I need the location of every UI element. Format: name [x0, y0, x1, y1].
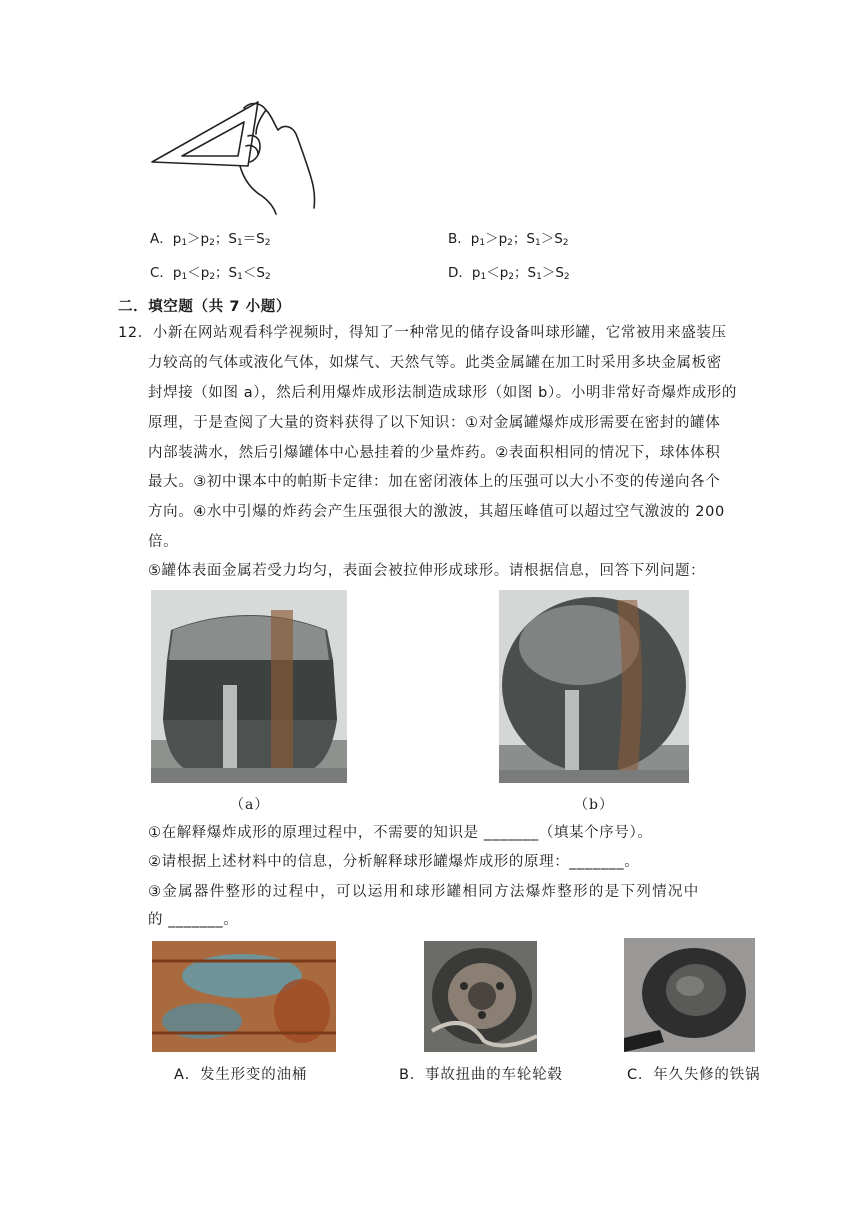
sub-question-1: ①在解释爆炸成形的原理过程中，不需要的知识是 _______（填某个序号）。 [148, 825, 653, 841]
option-d: D．$p_1<p_2$；$S_1>S_2$ [448, 265, 570, 282]
figure-b-caption: （b） [574, 797, 614, 813]
section-title: 二．填空题（共 7 小题） [118, 299, 291, 315]
question-line: 最大。③初中课本中的帕斯卡定律：加在密闭液体上的压强可以大小不变的传递向各个 [148, 474, 721, 490]
question-line: 内部装满水，然后引爆罐体中心悬挂着的少量炸药。②表面积相同的情况下，球体体积 [148, 445, 721, 461]
sub-question-2: ②请根据上述材料中的信息，分析解释球形罐爆炸成形的原理：_______。 [148, 854, 640, 870]
choice-c-label: C．年久失修的铁锅 [627, 1067, 761, 1083]
question-line: 原理，于是查阅了大量的资料获得了以下知识：①对金属罐爆炸成形需要在密封的罐体 [148, 415, 721, 431]
question-line: 倍。 [148, 534, 179, 550]
choice-b-label: B．事故扭曲的车轮轮毂 [399, 1067, 563, 1083]
triangle-ruler-illustration [148, 96, 323, 218]
dented-iron-wok-photo [624, 938, 755, 1052]
question-line: ⑤罐体表面金属若受力均匀，表面会被拉伸形成球形。请根据信息，回答下列问题： [148, 563, 706, 579]
figure-a-caption: （a） [230, 797, 270, 813]
option-a: A．$p_1>p_2$；$S_1=S_2$ [150, 231, 271, 248]
sub-question-3: ③金属器件整形的过程中，可以运用和球形罐相同方法爆炸整形的是下列情况中 [148, 884, 700, 900]
question-line: 封焊接（如图 a），然后利用爆炸成形法制造成球形（如图 b）。小明非常好奇爆炸成形的 [148, 385, 738, 401]
twisted-wheel-hub-photo [424, 941, 537, 1052]
question-line: 力较高的气体或液化气体，如煤气、天然气等。此类金属罐在加工时采用多块金属板密 [148, 355, 722, 371]
sub-question-3-cont: 的 _______。 [148, 912, 239, 928]
welded-tank-photo [151, 590, 347, 783]
spherical-tank-photo [499, 590, 689, 783]
rusty-barrel-photo [152, 941, 336, 1052]
question-line: 方向。④水中引爆的炸药会产生压强很大的激波，其超压峰值可以超过空气激波的 200 [148, 504, 725, 520]
hand-triangle-icon [148, 96, 323, 218]
option-c: C．$p_1<p_2$；$S_1<S_2$ [150, 265, 271, 282]
choice-a-label: A．发生形变的油桶 [174, 1067, 308, 1083]
question-line: 12．小新在网站观看科学视频时，得知了一种常见的储存设备叫球形罐，它常被用来盛装压 [118, 325, 727, 341]
option-b: B．$p_1>p_2$；$S_1>S_2$ [448, 231, 569, 248]
